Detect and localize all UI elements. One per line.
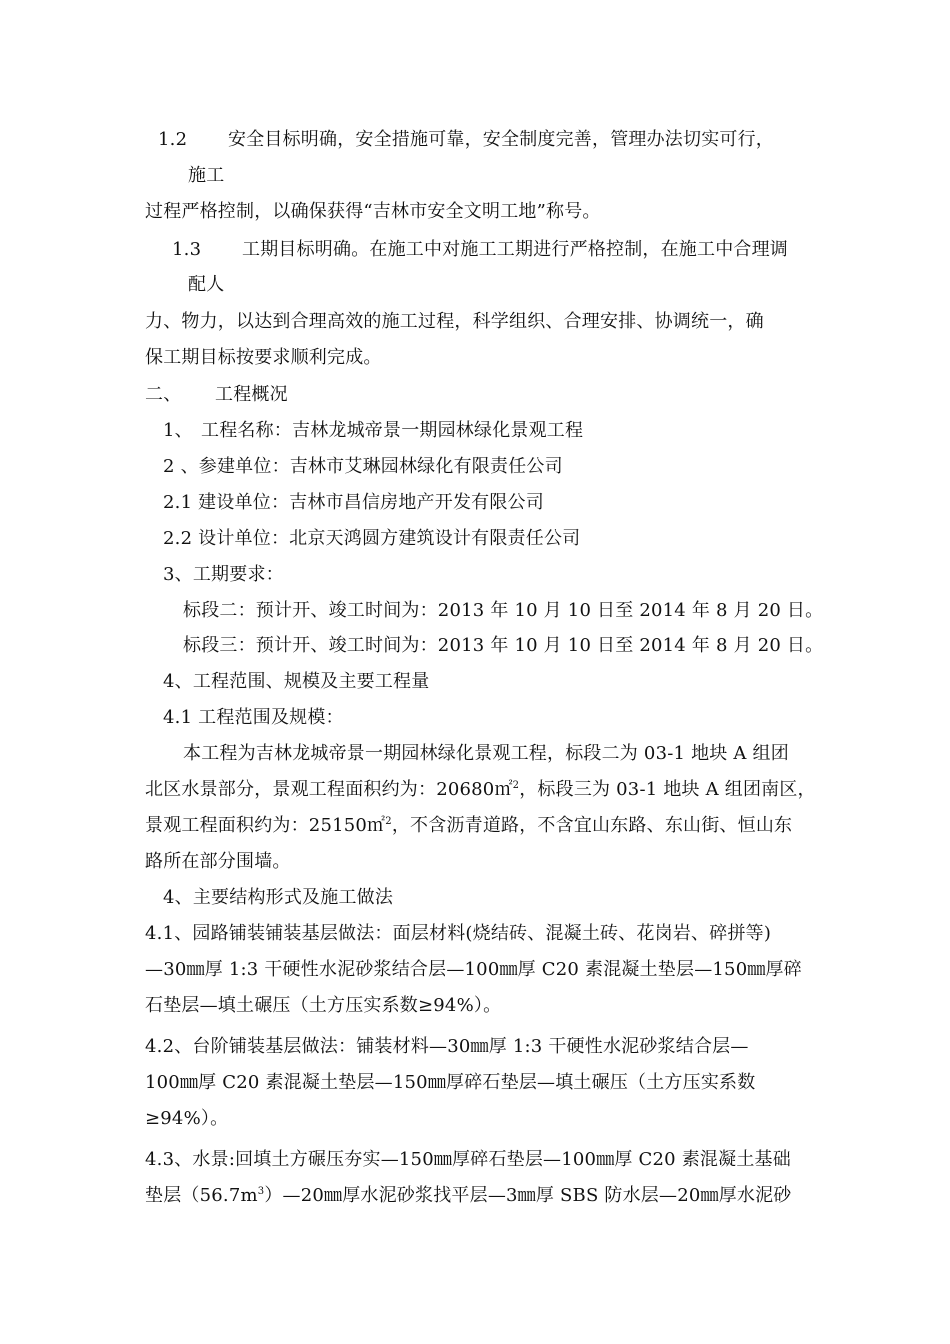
text-span: 北区水景部分，景观工程面积约为：20680㎡ (145, 779, 513, 800)
paragraph-line: ≥94%）。 (145, 1108, 229, 1129)
paragraph-line: 4.3、水景:回填土方碾压夯实—150㎜厚碎石垫层—100㎜厚 C20 素混凝土基础 (145, 1149, 791, 1170)
paragraph-line: 力、物力，以达到合理高效的施工过程，科学组织、合理安排、协调统一，确 (145, 311, 764, 332)
paragraph-line: 施工 (188, 165, 225, 186)
paragraph-line: 过程严格控制，以确保获得“吉林市安全文明工地”称号。 (145, 201, 601, 222)
paragraph-line: —30㎜厚 1:3 干硬性水泥砂浆结合层—100㎜厚 C20 素混凝土垫层—150㎜厚碎 (145, 959, 802, 980)
list-item: 3、工期要求： (163, 564, 284, 585)
section-number: 1.2 (158, 129, 188, 150)
list-item: 2.1 建设单位：吉林市昌信房地产开发有限公司 (163, 492, 544, 513)
paragraph-line: 4.2、台阶铺装基层做法：铺装材料—30㎜厚 1:3 干硬性水泥砂浆结合层— (145, 1036, 749, 1057)
list-item: 4、工程范围、规模及主要工程量 (163, 671, 430, 692)
paragraph-line: 100㎜厚 C20 素混凝土垫层—150㎜厚碎石垫层—填土碾压（土方压实系数 (145, 1072, 756, 1093)
item-number: 1、 (163, 420, 193, 441)
list-item: 标段二：预计开、竣工时间为：2013 年 10 月 10 日至 2014 年 8 月 20 日。 (183, 600, 824, 621)
paragraph-line (145, 814, 792, 838)
paragraph-text: 工期目标明确。在施工中对施工工期进行严格控制，在施工中合理调 (242, 239, 788, 260)
section-title: 工程概况 (215, 384, 288, 405)
paragraph-line (145, 778, 816, 802)
section-1-3 (172, 238, 788, 262)
paragraph-line: 配人 (188, 274, 225, 295)
list-item: 4.1 工程范围及规模： (163, 707, 344, 728)
list-item: 标段三：预计开、竣工时间为：2013 年 10 月 10 日至 2014 年 8 月 20 日。 (183, 635, 824, 656)
list-item: 2 、参建单位：吉林市艾琳园林绿化有限责任公司 (163, 456, 563, 477)
paragraph-line (145, 1184, 792, 1208)
section-1-2 (158, 128, 774, 152)
paragraph-text: 安全目标明确，安全措施可靠，安全制度完善，管理办法切实可行， (228, 129, 774, 150)
text-span: ）—20㎜厚水泥砂浆找平层—3㎜厚 SBS 防水层—20㎜厚水泥砂 (264, 1185, 792, 1206)
text-span: ，不含沥青道路，不含宜山东路、东山街、恒山东 (391, 815, 793, 836)
list-item: 4、主要结构形式及施工做法 (163, 887, 394, 908)
paragraph-line: 路所在部分围墙。 (145, 851, 291, 872)
paragraph-line: 本工程为吉林龙城帝景一期园林绿化景观工程，标段二为 03-1 地块 A 组团 (183, 743, 789, 764)
section-number: 二、 (145, 384, 182, 405)
superscript: 3 (257, 1186, 265, 1197)
paragraph-line: 石垫层—填土碾压（土方压实系数≥94%）。 (145, 995, 502, 1016)
section-number: 1.3 (172, 239, 202, 260)
superscript: 2 (512, 780, 520, 791)
superscript: 2 (385, 816, 392, 827)
text-span: 垫层（56.7m (145, 1185, 258, 1206)
paragraph-line: 4.1、园路铺装铺装基层做法：面层材料(烧结砖、混凝土砖、花岗岩、碎拼等) (145, 923, 772, 944)
section-2-heading (145, 383, 288, 407)
paragraph-line: 保工期目标按要求顺利完成。 (145, 347, 382, 368)
text-span: 景观工程面积约为：25150㎡ (145, 815, 386, 836)
text-span: ，标段三为 03-1 地块 A 组团南区， (519, 779, 816, 800)
list-item: 2.2 设计单位：北京天鸿圆方建筑设计有限责任公司 (163, 528, 581, 549)
list-item (163, 419, 583, 443)
item-text: 工程名称：吉林龙城帝景一期园林绿化景观工程 (201, 420, 584, 441)
